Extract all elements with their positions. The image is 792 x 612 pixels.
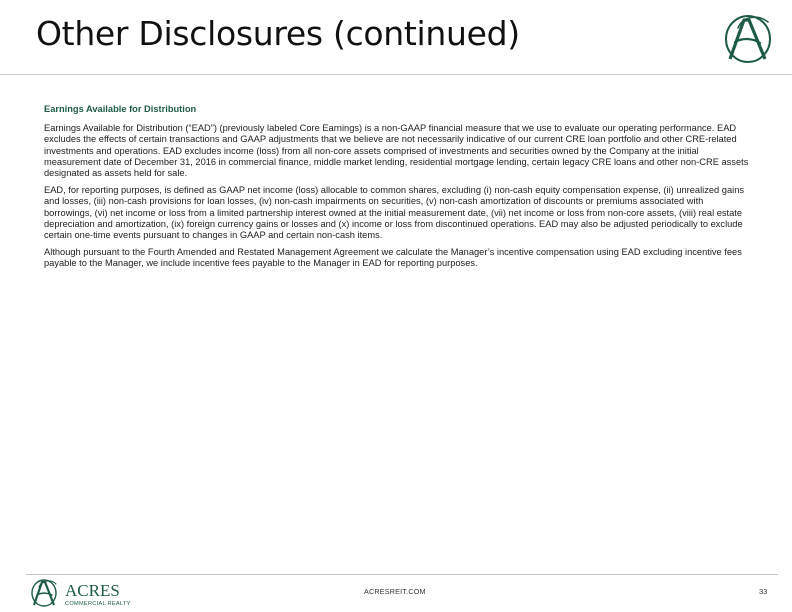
- brand-name: ACRES: [65, 581, 120, 600]
- page-title: Other Disclosures (continued): [36, 14, 520, 53]
- acres-a-monogram-icon: [718, 10, 778, 66]
- acres-footer-logo: [28, 576, 160, 610]
- footer-divider: [26, 574, 778, 575]
- disclosure-body: [44, 104, 750, 276]
- footer-website-link[interactable]: ACRESREIT.COM: [364, 587, 426, 596]
- acres-a-monogram-icon: [32, 580, 56, 606]
- brand-tagline: COMMERCIAL REALTY: [65, 601, 131, 607]
- section-heading: Earnings Available for Distribution: [44, 104, 197, 114]
- disclosure-paragraph-3: Although pursuant to the Fourth Amended and Restated Management Agreement we calculate the Manager’s incentive compensation using EAD excluding incentive fees payable to the Manager, we include incentive fees payable to the Manager in EAD for reporting purposes.: [44, 247, 742, 269]
- disclosure-paragraph-2: EAD, for reporting purposes, is defined as GAAP net income (loss) allocable to common shares, excluding (i) non-cash equity compensation expense, (ii) unrealized gains and losses, (iii) non-cash provisions for loan losses, (iv) non-cash impairments on securities, (v) non-cash amortization of discounts or premiums associated with borrowings, (vi) net income or loss from a limited partnership interest owned at the initial measurement date, (vii) net income or loss from non-core assets, (viii) real estate depreciation and amortization, (ix) foreign currency gains or losses and (x) income or loss from discontinued operations. EAD may also be adjusted periodically to exclude certain one-time events pursuant to changes in GAAP and certain non-cash items.: [44, 185, 745, 241]
- page-number: 33: [759, 587, 768, 596]
- header-divider: [0, 74, 792, 75]
- disclosure-paragraph-1: Earnings Available for Distribution (“EAD”) (previously labeled Core Earnings) is a non-GAAP financial measure that we use to evaluate our operating performance. EAD excludes the effects of certain transactions and GAAP adjustments that we believe are not necessarily indicative of our current CRE loan portfolio and other CRE-related investments and operations. EAD excludes income (loss) from all non-core assets comprised of investments and securities owned by the Company at the initial measurement date of December 31, 2016 in commercial finance, middle market lending, residential mortgage lending, certain legacy CRE loans and other non-CRE assets designated as assets held for sale.: [44, 123, 749, 179]
